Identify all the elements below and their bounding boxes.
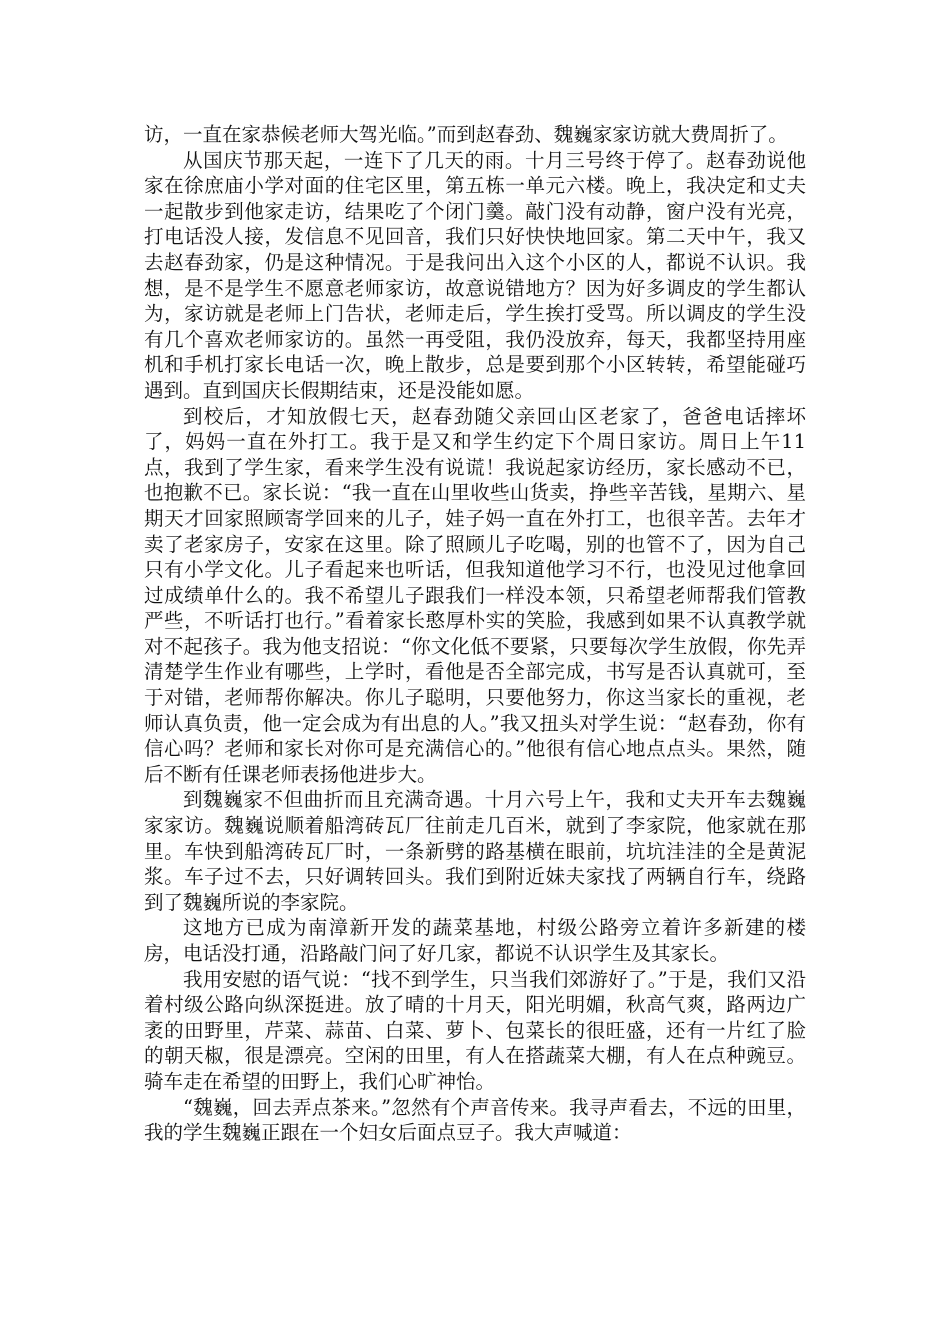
paragraph-2: 从国庆节那天起，一连下了几天的雨。十月三号终于停了。赵春劲说他家在徐庶庙小学对面的住宅区里，第五栋一单元六楼。晚上，我决定和丈夫一起散步到他家走访，结果吃了个闭门羹。敲门没有动静，窗户没有光亮，打电话没人接，发信息不见回音，我们只好快快地回家。第二天中午，我又去赵春劲家，仍是这种情况。于是我问出入这个小区的人，都说不认识。我想，是不是学生不愿意老师家访，故意说错地方？因为好多调皮的学生都认为，家访就是老师上门告状，老师走后，学生挨打受骂。所以调皮的学生没有几个喜欢老师家访的。虽然一再受阻，我仍没放弃，每天，我都坚持用座机和手机打家长电话一次，晚上散步，总是要到那个小区转转，希望能碰巧遇到。直到国庆长假期结束，还是没能如愿。 xyxy=(144,148,806,402)
document-page xyxy=(144,122,806,1146)
paragraph-1: 访，一直在家恭候老师大驾光临。”而到赵春劲、魏巍家家访就大费周折了。 xyxy=(144,123,788,146)
paragraph-6: 我用安慰的语气说：“找不到学生，只当我们郊游好了。”于是，我们又沿着村级公路向纵深挺进。放了晴的十月天，阳光明媚，秋高气爽，路两边广袤的田野里，芹菜、蒜苗、白菜、萝卜、包菜长的很旺盛，还有一片红了脸的朝天椒，很是漂亮。空闲的田里，有人在搭蔬菜大棚，有人在点种豌豆。骑车走在希望的田野上，我们心旷神怡。 xyxy=(144,967,806,1093)
paragraph-5: 这地方已成为南漳新开发的蔬菜基地，村级公路旁立着许多新建的楼房，电话没打通，沿路敲门问了好几家，都说不认识学生及其家长。 xyxy=(144,916,806,965)
paragraph-7: “魏巍，回去弄点茶来。”忽然有个声音传来。我寻声看去，不远的田里，我的学生魏巍正跟在一个妇女后面点豆子。我大声喊道： xyxy=(144,1095,806,1145)
paragraph-3: 到校后，才知放假七天，赵春劲随父亲回山区老家了，爸爸电话摔坏了，妈妈一直在外打工。我于是又和学生约定下个周日家访。周日上午11点，我到了学生家，看来学生没有说谎！我说起家访经历，家长感动不已，也抱歉不已。家长说：“我一直在山里收些山货卖，挣些辛苦钱，星期六、星期天才回家照顾寄学回来的儿子，娃子妈一直在外打工，也很辛苦。去年才卖了老家房子，安家在这里。除了照顾儿子吃喝，别的也管不了，因为自己只有小学文化。儿子看起来也听话，但我知道他学习不行，也没见过他拿回过成绩单什么的。我不希望儿子跟我们一样没本领，只希望老师帮我们管教严些，不听话打也行。”看着家长憨厚朴实的笑脸，我感到如果不认真教学就对不起孩子。我为他支招说：“你文化低不要紧，只要每次学生放假，你先弄清楚学生作业有哪些，上学时，看他是否全部完成，书写是否认真就可，至于对错，老师帮你解决。你儿子聪明，只要他努力，你这当家长的重视，老师认真负责，他一定会成为有出息的人。”我又扭头对学生说：“赵春劲，你有信心吗？老师和家长对你可是充满信心的。”他很有信心地点点头。果然，随后不断有任课老师表扬他进步大。 xyxy=(144,404,806,786)
paragraph-4: 到魏巍家不但曲折而且充满奇遇。十月六号上午，我和丈夫开车去魏巍家家访。魏巍说顺着船湾砖瓦厂往前走几百米，就到了李家院，他家就在那里。车快到船湾砖瓦厂时，一条新劈的路基横在眼前，坑坑洼洼的全是黄泥浆。车子过不去，只好调转回头。我们到附近妹夫家找了两辆自行车，绕路到了魏巍所说的李家院。 xyxy=(144,788,806,914)
